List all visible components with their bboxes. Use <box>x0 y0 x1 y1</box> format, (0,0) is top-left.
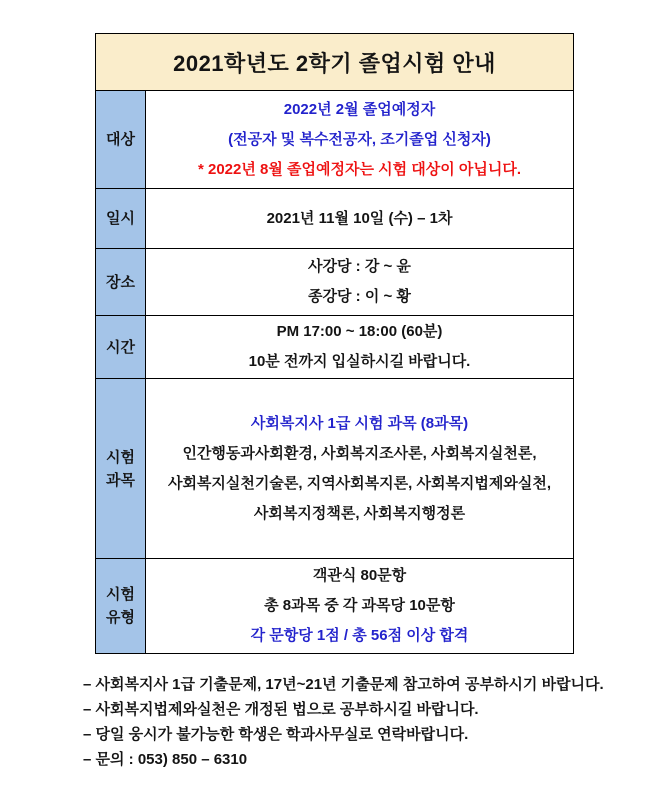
row-content-datetime <box>146 189 573 248</box>
content-line: 인간행동과사회환경, 사회복지조사론, 사회복지실천론, <box>182 444 537 462</box>
content-line: 사강당 : 강 ~ 윤 <box>308 258 411 275</box>
content-line: (전공자 및 복수전공자, 조기졸업 신청자) <box>228 130 491 148</box>
notice-title-row <box>96 34 573 91</box>
table-row-format <box>96 558 573 653</box>
row-content-place <box>146 249 573 315</box>
content-line: * 2022년 8월 졸업예정자는 시험 대상이 아닙니다. <box>197 160 522 178</box>
note-line: – 사회복지법제와실천은 개정된 법으로 공부하시길 바랍니다. <box>83 701 479 718</box>
content-line: 사회복지정책론, 사회복지행정론 <box>253 504 466 522</box>
content-line: 총 8과목 중 각 과목당 10문항 <box>264 597 455 614</box>
table-row-time <box>96 315 573 378</box>
table-row-target <box>96 91 573 188</box>
content-line: 2022년 2월 졸업예정자 <box>283 100 436 118</box>
content-line: 2021년 11월 10일 (수) – 1차 <box>266 209 453 227</box>
note-line: – 당일 웅시가 불가능한 학생은 학과사무실로 연락바랍니다. <box>83 726 469 743</box>
table-row-datetime <box>96 188 573 248</box>
content-line: 10분 전까지 입실하시길 바랍니다. <box>248 353 471 370</box>
content-line: 종강당 : 이 ~ 황 <box>308 288 411 305</box>
row-label-format: 시험 유형 <box>96 559 146 653</box>
row-content-format <box>146 559 573 653</box>
footer-notes <box>83 672 604 772</box>
notice-table <box>95 33 574 654</box>
row-label-target: 대상 <box>96 91 146 188</box>
row-label-subjects: 시험 과목 <box>96 379 146 558</box>
table-row-subjects <box>96 378 573 558</box>
row-label-time: 시간 <box>96 316 146 378</box>
row-content-subjects <box>146 379 573 558</box>
content-line: 사회복지사 1급 시험 과목 (8과목) <box>250 414 469 432</box>
content-line: 객관식 80문항 <box>312 567 407 584</box>
content-line: 사회복지실천기술론, 지역사회복지론, 사회복지법제와실천, <box>167 474 552 492</box>
content-line: 각 문항당 1점 / 총 56점 이상 합격 <box>250 627 469 644</box>
content-line: PM 17:00 ~ 18:00 (60분) <box>276 323 443 340</box>
table-row-place <box>96 248 573 315</box>
row-label-place: 장소 <box>96 249 146 315</box>
page-title: 2021학년도 2학기 졸업시험 안내 <box>173 50 496 76</box>
row-label-datetime: 일시 <box>96 189 146 248</box>
row-content-time <box>146 316 573 378</box>
note-line: – 사회복지사 1급 기출문제, 17년~21년 기출문제 참고하여 공부하시기 바랍니다. <box>83 676 604 693</box>
note-line: – 문의 : 053) 850 – 6310 <box>83 751 248 768</box>
row-content-target <box>146 91 573 188</box>
